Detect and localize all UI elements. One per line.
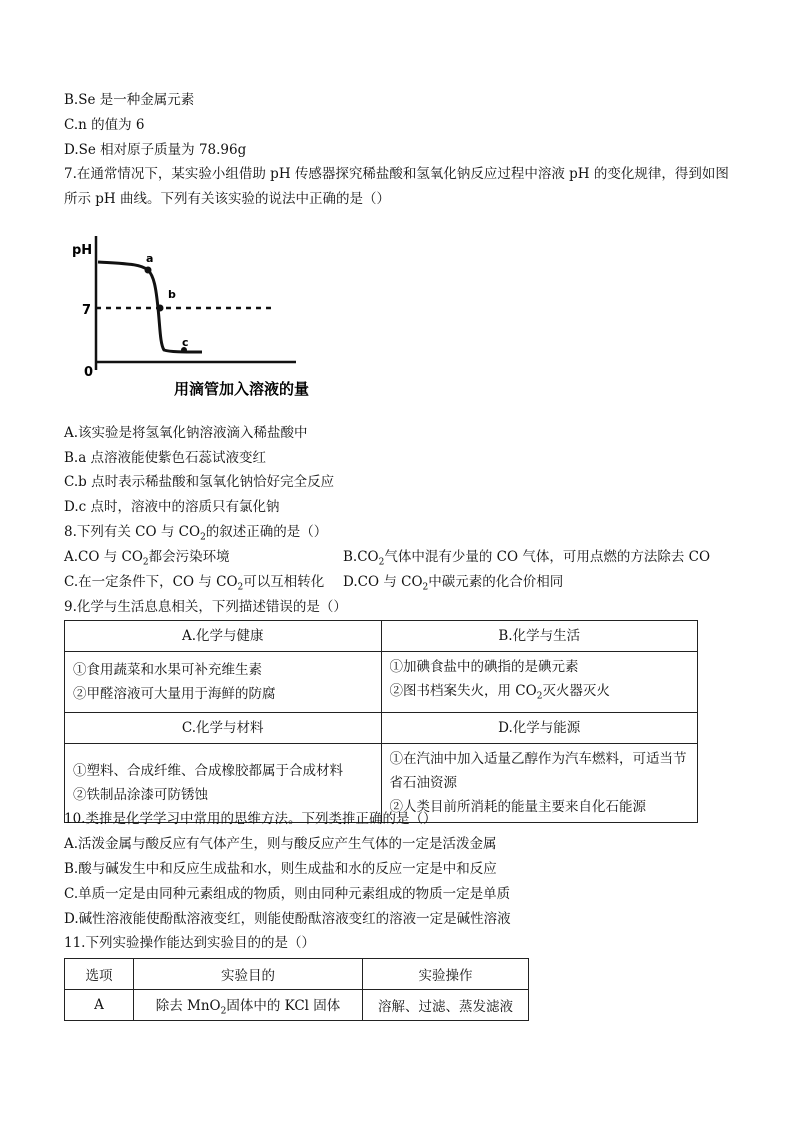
- header-operation: 实验操作: [363, 959, 529, 990]
- question-11-table: [64, 958, 529, 1021]
- q7-option-c: C.b 点时表示稀盐酸和氢氧化钠恰好完全反应: [64, 474, 335, 490]
- question-9-table: [64, 620, 698, 823]
- ph-7-label: 7: [82, 303, 92, 318]
- question-11: 11.下列实验操作能达到实验目的的是（）: [64, 935, 315, 951]
- q10-option-b: B.酸与碱发生中和反应生成盐和水，则生成盐和水的反应一定是中和反应: [64, 861, 497, 877]
- q7-option-b: B.a 点溶液能使紫色石蕊试液变红: [64, 450, 267, 466]
- row-a-operation: 溶解、过滤、蒸发滤液: [363, 990, 529, 1021]
- option-b-line: B.Se 是一种金属元素: [64, 92, 195, 108]
- question-8: 8.下列有关 CO 与 $CO_2$的叙述正确的是（）: [64, 524, 328, 543]
- cell-d-heading: D.化学与能源: [381, 712, 698, 743]
- cell-c-heading: C.化学与材料: [65, 712, 382, 743]
- option-c-line: C.n 的值为 6: [64, 117, 145, 133]
- header-option: 选项: [65, 959, 134, 990]
- header-purpose: 实验目的: [134, 959, 363, 990]
- point-c-label: c: [182, 336, 189, 349]
- question-7: 7.在通常情况下，某实验小组借助 pH 传感器探究稀盐酸和氢氧化钠反应过程中溶液 pH 的变化规律，得到如图所示 pH 曲线。下列有关该实验的说法中正确的是（）: [64, 166, 729, 207]
- origin-label: 0: [84, 365, 94, 380]
- cell-b-content: ①加碘食盐中的碘指的是碘元素 ②图书档案失火，用 $CO_2$灭火器灭火: [381, 652, 698, 713]
- question-9: 9.化学与生活息息相关，下列描述错误的是（）: [64, 599, 347, 615]
- x-axis-label: 用滴管加入溶液的量: [174, 380, 310, 398]
- point-b-label: b: [168, 288, 176, 301]
- q8-option-a: A.CO 与 $CO_2$都会污染环境: [64, 549, 230, 568]
- point-b-marker: [157, 305, 164, 312]
- q7-option-a: A.该实验是将氢氧化钠溶液滴入稀盐酸中: [64, 425, 308, 441]
- point-a-marker: [145, 267, 152, 274]
- q10-option-a: A.活泼金属与酸反应有气体产生，则与酸反应产生气体的一定是活泼金属: [64, 836, 497, 852]
- cell-d-content: ①在汽油中加入适量乙醇作为汽车燃料，可适当节省石油资源 ②人类目前所消耗的能量主要来自化石能源: [381, 743, 698, 822]
- cell-a-heading: A.化学与健康: [65, 621, 382, 652]
- cell-b-heading: B.化学与生活: [381, 621, 698, 652]
- question-10: 10.类推是化学学习中常用的思维方法。下列类推正确的是（）: [64, 811, 437, 827]
- q10-option-c: C.单质一定是由同种元素组成的物质，则由同种元素组成的物质一定是单质: [64, 886, 511, 902]
- ph-curve-figure: [70, 226, 310, 406]
- row-a-purpose: 除去 MnO$_2$固体中的 KCl 固体: [134, 990, 363, 1021]
- option-d-line: D.Se 相对原子质量为 78.96g: [64, 142, 247, 158]
- cell-c-content: ①塑料、合成纤维、合成橡胶都属于合成材料 ②铁制品涂漆可防锈蚀: [65, 743, 382, 822]
- q10-option-d: D.碱性溶液能使酚酞溶液变红，则能使酚酞溶液变红的溶液一定是碱性溶液: [64, 911, 511, 927]
- point-a-label: a: [146, 252, 154, 265]
- row-a-option: A: [65, 990, 134, 1021]
- q8-option-b: $B.CO_2$气体中混有少量的 CO 气体，可用点燃的方法除去 CO: [343, 549, 711, 568]
- q8-option-c: C.在一定条件下，CO 与 $CO_2$可以互相转化: [64, 574, 325, 593]
- cell-a-content: ①食用蔬菜和水果可补充维生素 ②甲醛溶液可大量用于海鲜的防腐: [65, 652, 382, 713]
- q8-option-d: D.CO 与 $CO_2$中碳元素的化合价相同: [343, 574, 564, 593]
- y-axis-label: pH: [72, 243, 93, 258]
- q7-option-d: D.c 点时，溶液中的溶质只有氯化钠: [64, 499, 280, 515]
